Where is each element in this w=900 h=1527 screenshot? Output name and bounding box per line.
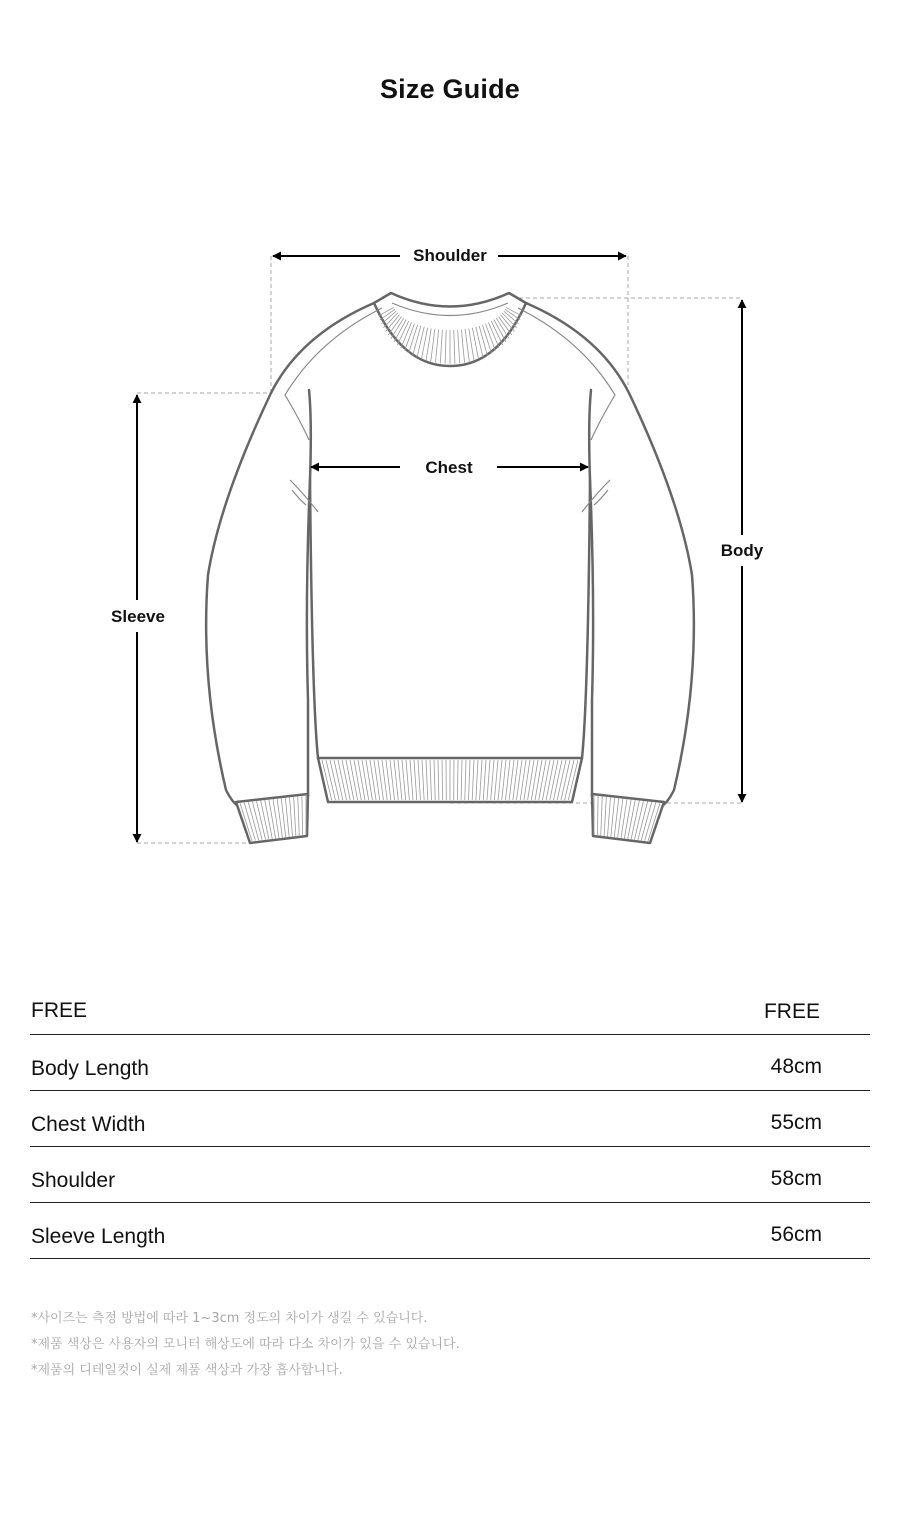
table-row bbox=[30, 1035, 870, 1091]
table-row bbox=[30, 1203, 870, 1259]
row-label: Chest Width bbox=[31, 1113, 146, 1136]
header-value: FREE bbox=[763, 1000, 820, 1023]
table-row bbox=[30, 1147, 870, 1203]
chest-label: Chest bbox=[425, 458, 473, 477]
ribbing-texture bbox=[240, 307, 660, 841]
size-table-header bbox=[30, 990, 870, 1035]
body-label: Body bbox=[720, 541, 764, 560]
row-label: Shoulder bbox=[31, 1169, 116, 1192]
note-text: *사이즈는 측정 방법에 따라 1~3cm 정도의 차이가 생길 수 있습니다. bbox=[31, 1311, 428, 1326]
note-text: *제품 색상은 사용자의 모니터 해상도에 따라 다소 차이가 있을 수 있습니다. bbox=[31, 1337, 460, 1352]
row-value: 55cm bbox=[770, 1111, 822, 1134]
table-row bbox=[30, 1091, 870, 1147]
page-title: Size Guide bbox=[379, 74, 521, 104]
size-notes bbox=[31, 1311, 460, 1389]
sleeve-label: Sleeve bbox=[111, 607, 165, 626]
row-value: 56cm bbox=[770, 1223, 822, 1246]
row-value: 48cm bbox=[770, 1055, 822, 1078]
note-text: *제품의 디테일컷이 실제 제품 색상과 가장 흡사합니다. bbox=[31, 1363, 343, 1378]
size-table bbox=[30, 990, 870, 1259]
row-value: 58cm bbox=[770, 1167, 822, 1190]
row-label: Sleeve Length bbox=[31, 1225, 166, 1248]
shoulder-label: Shoulder bbox=[413, 246, 487, 265]
row-label: Body Length bbox=[31, 1057, 149, 1080]
header-label: FREE bbox=[31, 999, 88, 1022]
